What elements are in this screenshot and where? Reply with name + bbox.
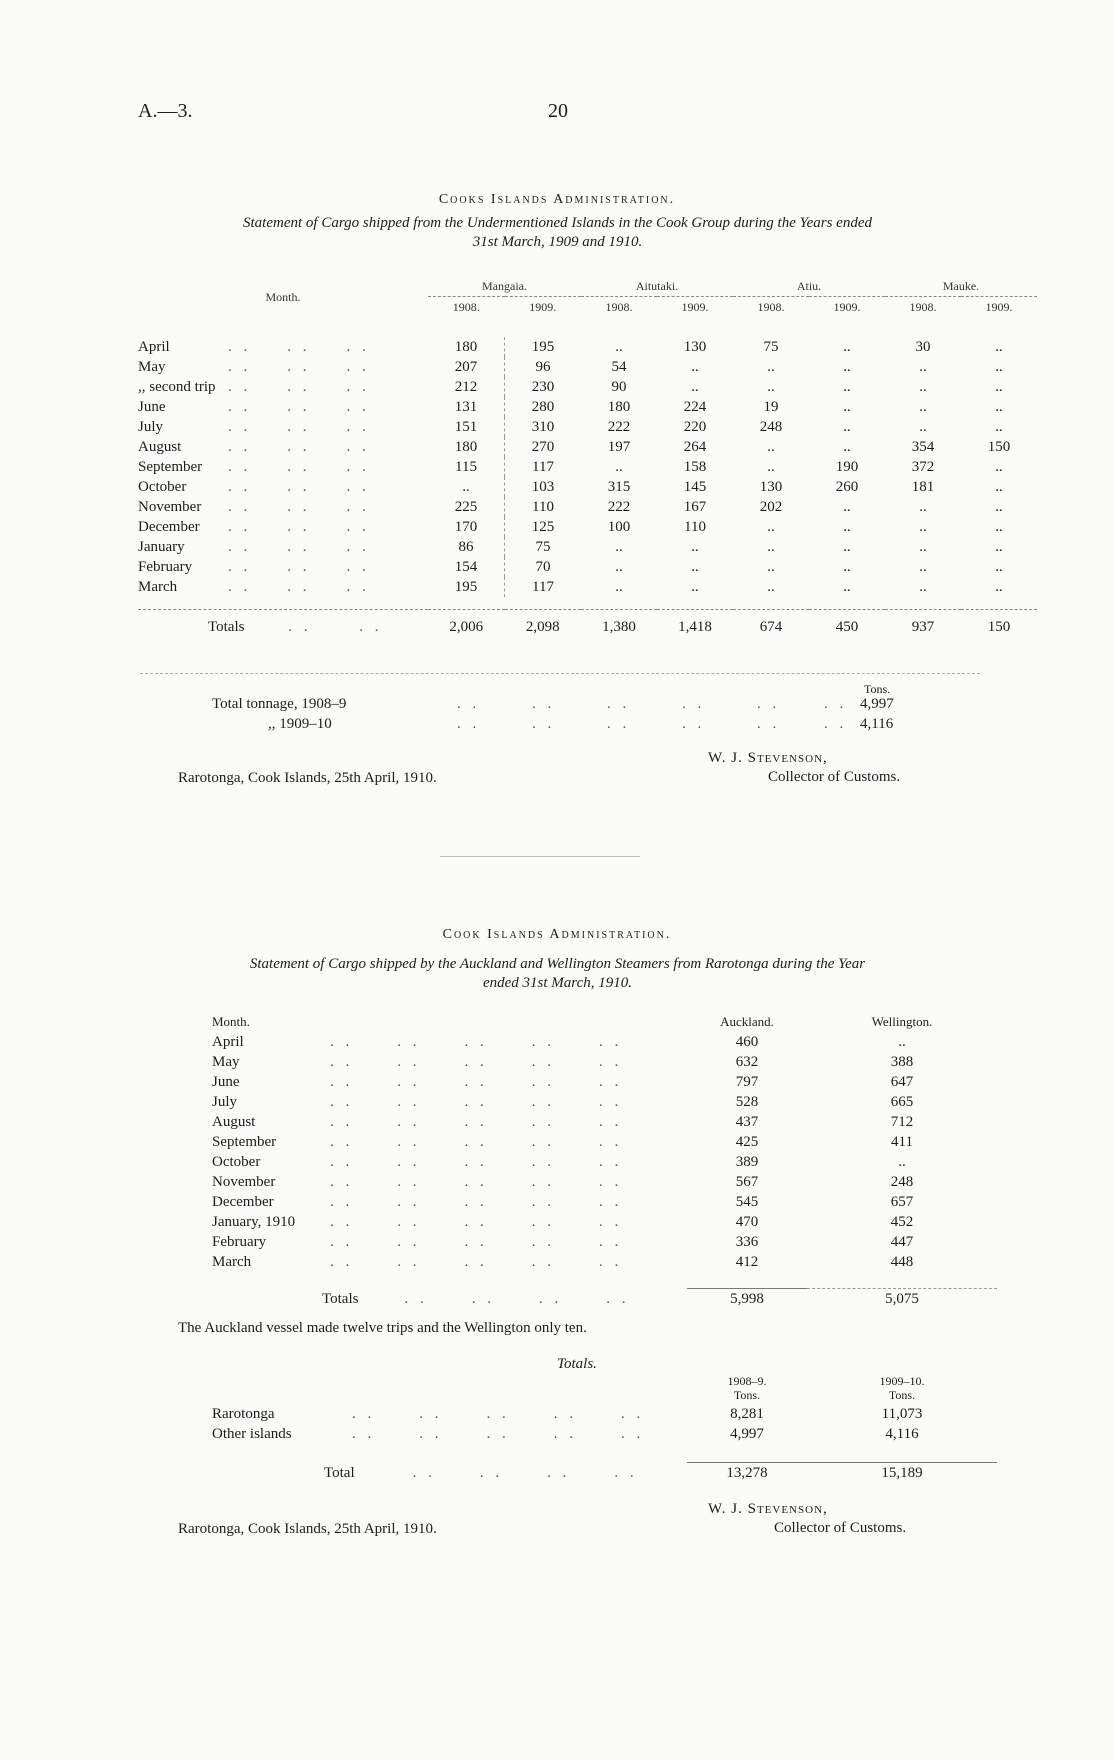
cargo-cell: 131 <box>428 397 505 417</box>
signatory-name: W. J. Stevenson, <box>708 750 828 766</box>
totals-row <box>138 610 1037 645</box>
table-row <box>212 1132 997 1152</box>
total-mauke-1909: 150 <box>961 610 1037 645</box>
cargo-cell: .. <box>843 519 851 535</box>
table-row <box>138 417 1037 437</box>
row-month: April . . . . . . . . . . <box>212 1034 623 1050</box>
other-islands-1909-10: 4,116 <box>885 1426 919 1442</box>
year-header: 1909. <box>657 297 733 318</box>
table-row <box>212 1172 997 1192</box>
table-row <box>212 1072 997 1092</box>
cargo-cell: 86 <box>428 537 505 557</box>
cargo-cell: .. <box>843 399 851 415</box>
leader-dots: . . <box>757 696 781 712</box>
cargo-cell: 181 <box>911 479 935 495</box>
auckland-cell: 567 <box>735 1174 759 1190</box>
row-month: August . . . . . . <box>138 439 370 455</box>
cargo-cell: .. <box>995 459 1003 475</box>
row-month: April . . . . . . <box>138 339 370 355</box>
cargo-cell: .. <box>615 339 623 355</box>
rarotonga-1908-9: 8,281 <box>730 1406 764 1422</box>
cargo-cell: .. <box>919 579 927 595</box>
cargo-cell: 225 <box>428 497 505 517</box>
steamer-totals-row <box>212 1289 997 1310</box>
table-row <box>138 337 1037 357</box>
island-header-mauke: Mauke. <box>942 279 980 293</box>
cargo-cell: 75 <box>763 339 779 355</box>
year-header: 1909. <box>809 297 885 318</box>
other-islands-row <box>212 1424 997 1444</box>
row-month: September . . . . . . <box>138 459 370 475</box>
rarotonga-label: Rarotonga . . . . . . . . . . <box>212 1406 645 1422</box>
cargo-cell: 195 <box>531 339 555 355</box>
cargo-cell: .. <box>767 379 775 395</box>
auckland-cell: 470 <box>735 1214 759 1230</box>
spacer <box>212 1372 687 1404</box>
auckland-cell: 389 <box>735 1154 759 1170</box>
leader-dots: . . <box>457 696 481 712</box>
total-mangaia-1909: 2,098 <box>505 610 582 645</box>
tonnage-unit: Tons. <box>864 682 891 696</box>
cargo-cell: .. <box>995 339 1003 355</box>
row-month: August . . . . . . . . . . <box>212 1114 623 1130</box>
cargo-cell: 264 <box>683 439 707 455</box>
cargo-cell: 154 <box>428 557 505 577</box>
leader-dots: . . <box>682 696 706 712</box>
table-row <box>138 357 1037 377</box>
cargo-cell: .. <box>995 359 1003 375</box>
row-month: December . . . . . . <box>138 519 370 535</box>
cargo-cell: .. <box>995 419 1003 435</box>
cargo-cell: 280 <box>531 399 555 415</box>
steamer-totals-label: Totals . . . . . . . . <box>322 1290 630 1307</box>
cargo-cell: .. <box>767 579 775 595</box>
grand-total-1909-10: 15,189 <box>807 1463 997 1484</box>
table-row <box>138 537 1037 557</box>
row-month: October . . . . . . . . . . <box>212 1154 623 1170</box>
cargo-cell: 310 <box>531 419 555 435</box>
year-header: 1909. <box>505 297 582 318</box>
cargo-cell: 270 <box>531 439 555 455</box>
section1-subtitle-line1: Statement of Cargo shipped from the Undermentioned Islands in the Cook Group during the Years ended <box>243 215 872 231</box>
leader-dots: . . <box>607 716 631 732</box>
tonnage-value-1909-10: 4,116 <box>860 716 894 732</box>
table-row <box>212 1032 997 1052</box>
cargo-cell: .. <box>843 499 851 515</box>
cargo-cell: 220 <box>683 419 707 435</box>
cargo-cell: .. <box>767 559 775 575</box>
wellington-cell: 447 <box>890 1234 914 1250</box>
total-mangaia-1908: 2,006 <box>428 610 505 645</box>
cargo-cell: .. <box>691 379 699 395</box>
cargo-cell: 117 <box>532 459 554 475</box>
cargo-cell: 224 <box>683 399 707 415</box>
cargo-cell: .. <box>919 359 927 375</box>
cargo-cell: 70 <box>535 559 551 575</box>
total-atiu-1908: 674 <box>733 610 809 645</box>
cargo-cell: 90 <box>611 379 627 395</box>
cargo-cell: .. <box>919 379 927 395</box>
signature-block-2 <box>708 1500 906 1538</box>
year-1909-10-header: 1909–10. Tons. <box>879 1374 925 1402</box>
spacer <box>212 1444 997 1463</box>
table-row <box>212 1252 997 1272</box>
cargo-cell: .. <box>843 439 851 455</box>
leader-dots: . . <box>607 696 631 712</box>
cargo-cell: 75 <box>535 539 551 555</box>
cargo-cell: .. <box>843 539 851 555</box>
row-month: March . . . . . . <box>138 579 370 595</box>
row-month: June . . . . . . <box>138 399 370 415</box>
grand-total-row <box>212 1463 997 1484</box>
wellington-cell: .. <box>898 1154 906 1170</box>
signature-block <box>708 749 900 787</box>
cargo-cell: .. <box>919 419 927 435</box>
cargo-cell: .. <box>995 479 1003 495</box>
cargo-cell: .. <box>995 539 1003 555</box>
auckland-cell: 425 <box>735 1134 759 1150</box>
total-aitutaki-1908: 1,380 <box>581 610 657 645</box>
cargo-cell: 222 <box>607 499 631 515</box>
row-month: ,, second trip . . . . . . <box>138 379 370 395</box>
cargo-cell: 212 <box>428 377 505 397</box>
table-row <box>212 1092 997 1112</box>
cargo-cell: 145 <box>683 479 707 495</box>
island-header-mangaia: Mangaia. <box>482 279 527 293</box>
tonnage-value-1908-9: 4,997 <box>860 696 894 712</box>
cargo-cell: 260 <box>835 479 859 495</box>
divider <box>140 673 980 674</box>
leader-dots: . . <box>457 716 481 732</box>
row-month: October . . . . . . <box>138 479 370 495</box>
total-atiu-1909: 450 <box>809 610 885 645</box>
steamer-cargo-table <box>212 1012 997 1309</box>
steamer-cargo-rows <box>212 1032 997 1272</box>
wellington-column-header: Wellington. <box>871 1014 933 1029</box>
cargo-cell: 230 <box>531 379 555 395</box>
place-date-2: Rarotonga, Cook Islands, 25th April, 1910. <box>178 1521 437 1537</box>
auckland-cell: 460 <box>735 1034 759 1050</box>
row-month: February . . . . . . . . . . <box>212 1234 623 1250</box>
cargo-cell: .. <box>767 439 775 455</box>
section2-title: Cook Islands Administration. <box>442 927 672 942</box>
leader-dots: . . <box>682 716 706 732</box>
other-islands-label: Other islands . . . . . . . . . . <box>212 1426 645 1442</box>
other-islands-1908-9: 4,997 <box>730 1426 764 1442</box>
page-number: 20 <box>548 100 568 122</box>
tonnage-line-1909 <box>212 696 912 713</box>
row-month: January . . . . . . <box>138 539 370 555</box>
cargo-cell: .. <box>995 499 1003 515</box>
table-row <box>138 397 1037 417</box>
cargo-cell: 197 <box>607 439 631 455</box>
row-month: July . . . . . . <box>138 419 370 435</box>
section2-subtitle <box>130 955 985 993</box>
table-row <box>138 477 1037 497</box>
wellington-cell: 647 <box>890 1074 914 1090</box>
cargo-cell: 315 <box>607 479 631 495</box>
cargo-cell: 167 <box>683 499 707 515</box>
tonnage-line-1910 <box>212 716 912 733</box>
auckland-cell: 797 <box>735 1074 759 1090</box>
cargo-cell: .. <box>919 559 927 575</box>
island-header-atiu: Atiu. <box>796 279 822 293</box>
cargo-cell: .. <box>615 579 623 595</box>
month-column-header: Month. <box>265 289 301 304</box>
section2-subtitle-line1: Statement of Cargo shipped by the Auckland and Wellington Steamers from Rarotonga during the Year <box>249 956 866 972</box>
table-row <box>212 1112 997 1132</box>
steamer-total-auckland: 5,998 <box>687 1289 807 1310</box>
cargo-cell: .. <box>767 359 775 375</box>
leader-dots: . . <box>757 716 781 732</box>
cargo-cell: 354 <box>911 439 935 455</box>
cargo-cell: 150 <box>987 439 1011 455</box>
year-header: 1908. <box>428 297 505 318</box>
year-header: 1908. <box>581 297 657 318</box>
signatory-title: Collector of Customs. <box>774 1520 907 1536</box>
rarotonga-row <box>212 1404 997 1424</box>
cargo-cell: .. <box>995 399 1003 415</box>
document-reference: A.—3. <box>138 100 193 122</box>
grand-total-1908-9: 13,278 <box>687 1463 807 1484</box>
row-month: January, 1910 . . . . . . . . . . <box>212 1214 623 1230</box>
row-month: May . . . . . . . . . . <box>212 1054 623 1070</box>
row-month: July . . . . . . . . . . <box>212 1094 623 1110</box>
wellington-cell: 448 <box>890 1254 914 1270</box>
table-row <box>212 1052 997 1072</box>
row-month: November . . . . . . <box>138 499 370 515</box>
cargo-cell: 207 <box>428 357 505 377</box>
vessel-note: The Auckland vessel made twelve trips and the Wellington only ten. <box>178 1320 587 1336</box>
row-month: May . . . . . . <box>138 359 370 375</box>
spacer <box>138 597 1037 610</box>
spacer <box>138 317 1037 337</box>
cargo-cell: .. <box>995 579 1003 595</box>
cargo-cell: .. <box>843 419 851 435</box>
cargo-cell: .. <box>767 519 775 535</box>
auckland-cell: 412 <box>735 1254 759 1270</box>
total-aitutaki-1909: 1,418 <box>657 610 733 645</box>
wellington-cell: 665 <box>890 1094 914 1110</box>
cargo-cell: 115 <box>428 457 505 477</box>
table-row <box>138 557 1037 577</box>
year-header: 1908. <box>733 297 809 318</box>
section1-title: Cooks Islands Administration. <box>438 192 676 207</box>
auckland-column-header: Auckland. <box>720 1014 774 1029</box>
table-row <box>212 1152 997 1172</box>
cargo-cell: 180 <box>607 399 631 415</box>
cargo-cell: 110 <box>532 499 554 515</box>
cargo-cell: 110 <box>684 519 706 535</box>
row-month: December . . . . . . . . . . <box>212 1194 623 1210</box>
island-header-aitutaki: Aitutaki. <box>635 279 679 293</box>
spacer <box>212 1272 997 1289</box>
table-row <box>138 437 1037 457</box>
cargo-cell: 248 <box>759 419 783 435</box>
cargo-cell: .. <box>428 477 505 497</box>
tonnage-label-1909-10: ,, 1909–10 <box>268 716 332 732</box>
table-row <box>212 1212 997 1232</box>
island-cargo-table <box>138 276 1037 644</box>
wellington-cell: 452 <box>890 1214 914 1230</box>
cargo-cell: 195 <box>428 577 505 597</box>
cargo-cell: 190 <box>835 459 859 475</box>
cargo-cell: .. <box>995 519 1003 535</box>
leader-dots: . . <box>532 716 556 732</box>
cargo-cell: 96 <box>535 359 551 375</box>
total-mauke-1908: 937 <box>885 610 961 645</box>
cargo-cell: 19 <box>763 399 779 415</box>
cargo-cell: 30 <box>915 339 931 355</box>
cargo-cell: .. <box>691 359 699 375</box>
cargo-cell: .. <box>919 399 927 415</box>
table-row <box>138 577 1037 597</box>
wellington-cell: .. <box>898 1034 906 1050</box>
cargo-cell: 117 <box>532 579 554 595</box>
steamer-total-wellington: 5,075 <box>807 1289 997 1310</box>
cargo-cell: .. <box>843 339 851 355</box>
cargo-cell: 180 <box>428 437 505 457</box>
cargo-cell: .. <box>919 519 927 535</box>
leader-dots: . . <box>824 696 848 712</box>
table-row <box>138 457 1037 477</box>
wellington-cell: 657 <box>890 1194 914 1210</box>
row-month: February . . . . . . <box>138 559 370 575</box>
island-totals-table <box>212 1372 997 1483</box>
table-row <box>138 517 1037 537</box>
cargo-cell: .. <box>615 539 623 555</box>
island-cargo-rows <box>138 337 1037 597</box>
cargo-cell: .. <box>843 379 851 395</box>
cargo-cell: 202 <box>759 499 783 515</box>
cargo-cell: 54 <box>611 359 627 375</box>
table-row <box>212 1192 997 1212</box>
rarotonga-1909-10: 11,073 <box>881 1406 923 1422</box>
table-row <box>212 1232 997 1252</box>
cargo-cell: .. <box>843 359 851 375</box>
year-1908-9-header: 1908–9. Tons. <box>727 1374 767 1402</box>
cargo-cell: 180 <box>428 337 505 357</box>
month-column-header: Month. <box>212 1014 250 1029</box>
row-month: September . . . . . . . . . . <box>212 1134 623 1150</box>
signatory-name: W. J. Stevenson, <box>708 1501 828 1517</box>
cargo-cell: .. <box>691 579 699 595</box>
year-header: 1909. <box>961 297 1037 318</box>
year-header: 1908. <box>885 297 961 318</box>
row-month: November . . . . . . . . . . <box>212 1174 623 1190</box>
cargo-cell: 170 <box>428 517 505 537</box>
row-month: June . . . . . . . . . . <box>212 1074 623 1090</box>
totals-heading: Totals. <box>557 1356 597 1372</box>
cargo-cell: 222 <box>607 419 631 435</box>
steamer-header-row <box>212 1012 997 1032</box>
table-row <box>138 497 1037 517</box>
cargo-cell: 372 <box>911 459 935 475</box>
place-date: Rarotonga, Cook Islands, 25th April, 1910. <box>178 770 437 786</box>
cargo-cell: 130 <box>759 479 783 495</box>
cargo-cell: 130 <box>683 339 707 355</box>
cargo-cell: 100 <box>607 519 631 535</box>
cargo-cell: .. <box>615 459 623 475</box>
auckland-cell: 336 <box>735 1234 759 1250</box>
auckland-cell: 545 <box>735 1194 759 1210</box>
cargo-cell: 125 <box>531 519 555 535</box>
cargo-cell: .. <box>767 539 775 555</box>
auckland-cell: 528 <box>735 1094 759 1110</box>
cargo-cell: 151 <box>428 417 505 437</box>
cargo-cell: 158 <box>683 459 707 475</box>
tonnage-label-1908-9: Total tonnage, 1908–9 <box>212 696 347 712</box>
leader-dots: . . <box>532 696 556 712</box>
section-divider <box>440 856 640 857</box>
section2-subtitle-line2: ended 31st March, 1910. <box>482 975 632 991</box>
cargo-cell: .. <box>995 379 1003 395</box>
table-row <box>138 377 1037 397</box>
auckland-cell: 437 <box>735 1114 759 1130</box>
section1-subtitle <box>130 214 985 252</box>
grand-total-label: Total . . . . . . . . <box>324 1464 638 1481</box>
cargo-cell: .. <box>843 579 851 595</box>
cargo-cell: .. <box>767 459 775 475</box>
signatory-title: Collector of Customs. <box>768 769 901 785</box>
cargo-cell: .. <box>615 559 623 575</box>
cargo-cell: .. <box>691 559 699 575</box>
section1-subtitle-line2: 31st March, 1909 and 1910. <box>472 234 643 250</box>
cargo-cell: .. <box>691 539 699 555</box>
wellington-cell: 712 <box>890 1114 914 1130</box>
wellington-cell: 388 <box>890 1054 914 1070</box>
cargo-cell: .. <box>995 559 1003 575</box>
wellington-cell: 248 <box>890 1174 914 1190</box>
cargo-cell: 103 <box>531 479 555 495</box>
auckland-cell: 632 <box>735 1054 759 1070</box>
cargo-cell: .. <box>843 559 851 575</box>
cargo-cell: .. <box>919 499 927 515</box>
cargo-cell: .. <box>919 539 927 555</box>
leader-dots: . . <box>824 716 848 732</box>
island-totals-header <box>212 1372 997 1404</box>
totals-label: Totals . . . . <box>138 610 428 645</box>
wellington-cell: 411 <box>891 1134 913 1150</box>
row-month: March . . . . . . . . . . <box>212 1254 623 1270</box>
